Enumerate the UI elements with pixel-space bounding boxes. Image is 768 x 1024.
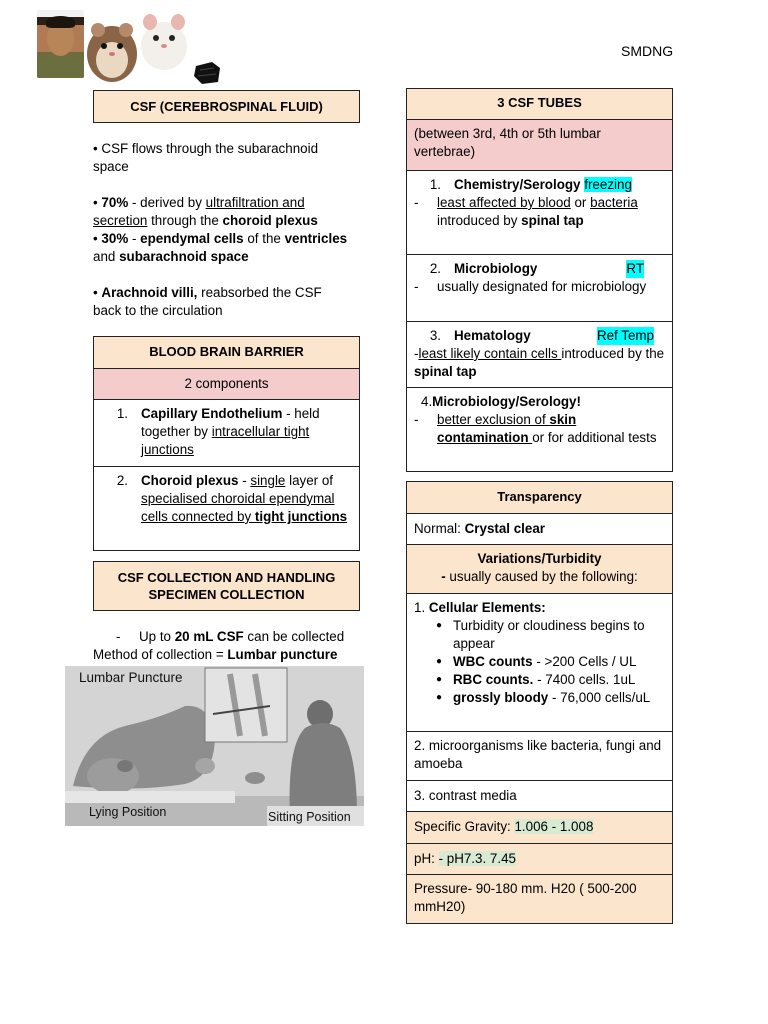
hamster-brown-image [84, 10, 140, 84]
bbb-title: BLOOD BRAIN BARRIER [94, 337, 359, 368]
contrast-media: 3. contrast media [407, 780, 672, 811]
tube-1: 1. Chemistry/Serology freezing - least affected by blood or bacteria introduced by spinal tap [407, 170, 672, 254]
bbb-item-1: 1. Capillary Endothelium - held together by intracellular tight junctions [94, 399, 359, 466]
lumbar-image-left-caption: Lying Position [89, 805, 167, 819]
specific-gravity: Specific Gravity: 1.006 - 1.008 [407, 811, 672, 843]
profile-photo [37, 10, 84, 78]
cellular-elements: 1. Cellular Elements: ● Turbidity or cloudiness begins to appear ● WBC counts - >200 Cells / UL ● RBC counts. - 7400 cells. 1uL ● grossly bloody - 76,000 cells/uL [407, 593, 672, 731]
bbb-table [93, 336, 360, 551]
csf-title: CSF (CEREBROSPINAL FLUID) [93, 90, 360, 123]
csf-note-4: • Arachnoid villi, reabsorbed the CSF back to the circulation [93, 284, 322, 318]
dark-blob-image [192, 60, 222, 86]
collection-note-1: - Up to 20 mL CSF can be collected [116, 629, 345, 644]
tubes-subtitle: (between 3rd, 4th or 5th lumbar vertebrae) [407, 119, 672, 170]
collection-note-2: Method of collection = Lumbar puncture [93, 646, 338, 662]
csf-note-2: • 70% - derived by ultrafiltration and secretion through the choroid plexus [93, 194, 318, 228]
csf-tubes-table [406, 88, 673, 472]
collection-notes [93, 628, 373, 664]
csf-notes [93, 140, 353, 320]
pressure: Pressure- 90-180 mm. H20 ( 500-200 mmH20) [407, 874, 672, 923]
lumbar-image-right-caption: Sitting Position [268, 810, 351, 824]
microorganisms: 2. microorganisms like bacteria, fungi and amoeba [407, 731, 672, 780]
transparency-title: Transparency [407, 482, 672, 513]
bbb-item-2: 2. Choroid plexus - single layer of specialised choroidal ependymal cells connected by tight junctions [94, 466, 359, 550]
lumbar-puncture-image [65, 666, 364, 826]
csf-note-3: • 30% - ependymal cells of the ventricles and subarachnoid space [93, 230, 348, 264]
hamster-white-image [138, 10, 190, 72]
tube-3: 3. Hematology Ref Temp -least likely contain cells introduced by the spinal tap [407, 321, 672, 387]
tube-4: 4.Microbiology/Serology! - better exclusion of skin contamination or for additional tests [407, 387, 672, 471]
lumbar-image-title: Lumbar Puncture [79, 670, 183, 685]
tubes-title: 3 CSF TUBES [407, 89, 672, 119]
csf-note-1: • CSF flows through the subarachnoid space [93, 141, 319, 174]
turbidity-header: Variations/Turbidity - usually caused by the following: [407, 544, 672, 593]
collection-title: CSF COLLECTION AND HANDLING SPECIMEN COLLECTION [93, 561, 360, 611]
transparency-normal: Normal: Crystal clear [407, 513, 672, 544]
author-tag: SMDNG [621, 43, 674, 59]
bbb-subtitle: 2 components [94, 368, 359, 399]
tube-2: 2. Microbiology RT - usually designated for microbiology [407, 254, 672, 321]
ph-value: pH: - pH7.3. 7.45 [407, 843, 672, 874]
transparency-table [406, 481, 673, 924]
